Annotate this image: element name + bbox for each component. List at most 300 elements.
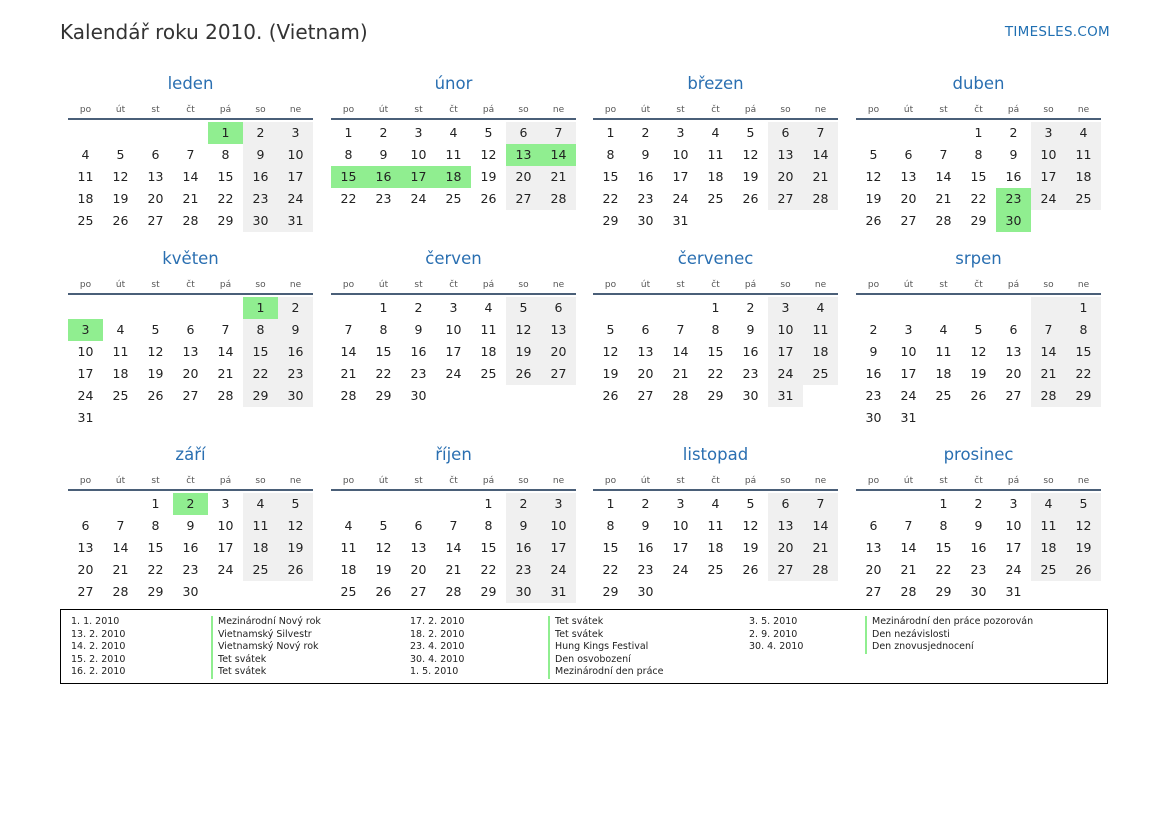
month-name: listopad	[682, 445, 749, 464]
day-cell: 12	[480, 147, 497, 162]
day-cell: 7	[803, 122, 838, 144]
weekday-label: čt	[186, 105, 195, 115]
day-cell: 20	[768, 537, 803, 559]
day-cell: 22	[217, 191, 234, 206]
day-cell: 2	[641, 125, 650, 140]
day-cell: 2	[506, 493, 541, 515]
month-4	[856, 73, 1101, 232]
day-cell: 8	[974, 147, 983, 162]
weekday-label: po	[79, 280, 92, 290]
weekday-label: čt	[449, 105, 458, 115]
day-cell: 18	[707, 169, 724, 184]
month-name: březen	[687, 74, 744, 93]
weekday-header	[856, 95, 1101, 120]
day-cell: 12	[1066, 515, 1101, 537]
day-cell: 5	[974, 322, 983, 337]
holiday-name: Mezinárodní Nový rok	[211, 616, 321, 629]
empty-cell	[926, 297, 961, 319]
day-cell: 4	[1066, 122, 1101, 144]
holiday-day: 30	[996, 210, 1031, 232]
month-8	[856, 248, 1101, 429]
day-cell: 23	[865, 388, 882, 403]
day-cell: 24	[672, 191, 689, 206]
weekday-label: st	[414, 476, 423, 486]
day-cell: 7	[676, 322, 685, 337]
day-cell: 31	[278, 210, 313, 232]
day-cell: 26	[278, 559, 313, 581]
weekday-label: út	[115, 280, 126, 290]
holiday-names-col-2	[548, 616, 663, 679]
weekday-label: čt	[711, 476, 720, 486]
weekday-label: st	[151, 280, 160, 290]
weekday-label: ne	[814, 105, 827, 115]
day-cell: 30	[970, 584, 987, 599]
empty-cell	[996, 297, 1031, 319]
day-cell: 19	[602, 366, 619, 381]
day-cell: 15	[375, 344, 392, 359]
day-cell: 4	[344, 518, 353, 533]
month-name: květen	[162, 249, 219, 268]
weekday-label: po	[342, 280, 355, 290]
day-cell: 6	[1009, 322, 1018, 337]
day-cell: 22	[375, 366, 392, 381]
month-1	[68, 73, 313, 232]
weekday-header	[68, 95, 313, 120]
day-cell: 25	[1066, 188, 1101, 210]
weekday-label: út	[640, 476, 651, 486]
day-cell: 18	[803, 341, 838, 363]
calendar-grid	[68, 73, 1102, 603]
empty-cell	[436, 493, 471, 515]
weekday-label: po	[604, 280, 617, 290]
weekday-label: ne	[1077, 105, 1090, 115]
weekday-header	[68, 466, 313, 491]
day-cell: 22	[1066, 363, 1101, 385]
day-cell: 20	[410, 562, 427, 577]
day-cell: 29	[147, 584, 164, 599]
day-cell: 3	[449, 300, 458, 315]
day-cell: 22	[243, 363, 278, 385]
empty-cell	[68, 297, 103, 319]
day-cell: 22	[480, 562, 497, 577]
day-cell: 22	[602, 562, 619, 577]
holiday-name: Vietnamský Silvestr	[211, 629, 321, 642]
weekday-label: ne	[552, 476, 565, 486]
day-cell: 27	[182, 388, 199, 403]
weekday-label: ne	[289, 280, 302, 290]
day-cell: 13	[410, 540, 427, 555]
weekday-label: út	[378, 105, 389, 115]
day-grid	[68, 295, 313, 429]
day-cell: 21	[803, 537, 838, 559]
day-cell: 8	[939, 518, 948, 533]
holiday-day: 23	[996, 188, 1031, 210]
day-cell: 11	[77, 169, 94, 184]
day-cell: 13	[541, 319, 576, 341]
weekday-label: út	[378, 280, 389, 290]
day-cell: 5	[746, 496, 755, 511]
day-cell: 12	[742, 518, 759, 533]
day-cell: 28	[672, 388, 689, 403]
holiday-name: Tet svátek	[211, 666, 321, 679]
weekday-label: so	[1043, 105, 1054, 115]
day-cell: 15	[935, 540, 952, 555]
day-cell: 14	[217, 344, 234, 359]
empty-cell	[1031, 297, 1066, 319]
month-name: leden	[167, 74, 214, 93]
weekday-label: pá	[482, 280, 495, 290]
holiday-day: 1	[243, 297, 278, 319]
day-cell: 2	[278, 297, 313, 319]
holiday-date: 18. 2. 2010	[410, 628, 465, 640]
weekday-label: ne	[552, 280, 565, 290]
day-grid	[68, 120, 313, 232]
day-cell: 27	[865, 584, 882, 599]
day-cell: 8	[243, 319, 278, 341]
weekday-label: st	[939, 476, 948, 486]
day-cell: 1	[484, 496, 493, 511]
day-cell: 5	[151, 322, 160, 337]
weekday-label: st	[151, 105, 160, 115]
month-name: říjen	[435, 445, 472, 464]
day-cell: 28	[803, 188, 838, 210]
day-cell: 5	[484, 125, 493, 140]
day-cell: 20	[637, 366, 654, 381]
day-cell: 11	[935, 344, 952, 359]
day-cell: 17	[77, 366, 94, 381]
day-cell: 13	[768, 515, 803, 537]
day-cell: 11	[803, 319, 838, 341]
empty-cell	[103, 122, 138, 144]
weekday-label: út	[378, 476, 389, 486]
weekday-label: so	[780, 105, 791, 115]
day-cell: 24	[445, 366, 462, 381]
day-cell: 12	[602, 344, 619, 359]
day-cell: 20	[768, 166, 803, 188]
empty-cell	[103, 493, 138, 515]
day-cell: 3	[676, 125, 685, 140]
month-name: červenec	[677, 249, 754, 268]
day-cell: 11	[1031, 515, 1066, 537]
day-cell: 26	[742, 562, 759, 577]
day-cell: 18	[935, 366, 952, 381]
day-cell: 3	[768, 297, 803, 319]
day-cell: 19	[112, 191, 129, 206]
day-cell: 6	[186, 322, 195, 337]
day-cell: 8	[1066, 319, 1101, 341]
day-cell: 18	[707, 540, 724, 555]
day-cell: 7	[186, 147, 195, 162]
holiday-date: 15. 2. 2010	[71, 653, 126, 665]
day-cell: 25	[112, 388, 129, 403]
day-cell: 17	[278, 166, 313, 188]
day-cell: 29	[970, 213, 987, 228]
day-cell: 11	[445, 147, 462, 162]
day-cell: 11	[112, 344, 129, 359]
weekday-label: út	[115, 105, 126, 115]
day-cell: 19	[480, 169, 497, 184]
day-cell: 6	[869, 518, 878, 533]
holiday-name: Tet svátek	[548, 616, 663, 629]
day-cell: 26	[1066, 559, 1101, 581]
holiday-name: Tet svátek	[211, 654, 321, 667]
day-cell: 24	[410, 191, 427, 206]
day-cell: 9	[243, 144, 278, 166]
day-cell: 22	[707, 366, 724, 381]
empty-cell	[856, 122, 891, 144]
day-cell: 26	[970, 388, 987, 403]
weekday-label: so	[1043, 476, 1054, 486]
weekday-label: čt	[974, 105, 983, 115]
weekday-header	[593, 466, 838, 491]
day-cell: 16	[970, 540, 987, 555]
day-cell: 8	[484, 518, 493, 533]
day-cell: 29	[602, 584, 619, 599]
day-cell: 27	[768, 559, 803, 581]
weekday-label: čt	[711, 280, 720, 290]
holiday-names-col-3	[865, 616, 1033, 654]
day-cell: 8	[711, 322, 720, 337]
day-cell: 12	[506, 319, 541, 341]
day-cell: 8	[379, 322, 388, 337]
day-cell: 5	[379, 518, 388, 533]
weekday-label: pá	[744, 280, 757, 290]
day-grid	[331, 491, 576, 603]
day-cell: 24	[768, 363, 803, 385]
day-cell: 28	[803, 559, 838, 581]
weekday-label: st	[676, 105, 685, 115]
day-cell: 26	[480, 191, 497, 206]
day-cell: 15	[970, 169, 987, 184]
day-cell: 29	[480, 584, 497, 599]
weekday-label: čt	[974, 280, 983, 290]
day-cell: 11	[707, 518, 724, 533]
month-name: duben	[952, 74, 1005, 93]
day-cell: 30	[637, 584, 654, 599]
day-cell: 13	[77, 540, 94, 555]
day-cell: 30	[410, 388, 427, 403]
day-cell: 23	[637, 562, 654, 577]
month-name: prosinec	[943, 445, 1014, 464]
holiday-date: 16. 2. 2010	[71, 666, 126, 677]
day-cell: 21	[900, 562, 917, 577]
weekday-label: čt	[449, 476, 458, 486]
weekday-label: ne	[289, 476, 302, 486]
month-3	[593, 73, 838, 232]
weekday-label: po	[867, 105, 880, 115]
day-cell: 8	[344, 147, 353, 162]
empty-cell	[173, 122, 208, 144]
day-grid	[856, 491, 1101, 603]
day-cell: 12	[375, 540, 392, 555]
day-cell: 30	[865, 410, 882, 425]
empty-cell	[331, 297, 366, 319]
weekday-header	[331, 270, 576, 295]
day-cell: 28	[935, 213, 952, 228]
weekday-label: st	[676, 280, 685, 290]
day-cell: 14	[803, 144, 838, 166]
weekday-header	[593, 95, 838, 120]
day-cell: 21	[445, 562, 462, 577]
weekday-label: pá	[219, 280, 232, 290]
day-grid	[856, 295, 1101, 429]
day-cell: 10	[672, 147, 689, 162]
day-cell: 22	[602, 191, 619, 206]
weekday-header	[856, 270, 1101, 295]
day-cell: 10	[445, 322, 462, 337]
day-cell: 27	[1005, 388, 1022, 403]
holiday-dates-col-2	[410, 616, 464, 679]
holiday-day: 17	[401, 166, 436, 188]
day-cell: 7	[344, 322, 353, 337]
day-cell: 18	[480, 344, 497, 359]
day-cell: 25	[480, 366, 497, 381]
weekday-label: po	[604, 105, 617, 115]
day-grid	[593, 120, 838, 232]
day-cell: 28	[217, 388, 234, 403]
day-cell: 28	[445, 584, 462, 599]
day-cell: 31	[900, 410, 917, 425]
empty-cell	[173, 297, 208, 319]
day-cell: 7	[803, 493, 838, 515]
weekday-label: st	[151, 476, 160, 486]
weekday-label: po	[79, 476, 92, 486]
day-cell: 10	[1005, 518, 1022, 533]
day-cell: 14	[672, 344, 689, 359]
weekday-label: čt	[449, 280, 458, 290]
month-5	[68, 248, 313, 429]
day-cell: 27	[77, 584, 94, 599]
day-cell: 6	[81, 518, 90, 533]
day-cell: 22	[935, 562, 952, 577]
day-cell: 18	[340, 562, 357, 577]
day-cell: 10	[900, 344, 917, 359]
day-cell: 31	[77, 410, 94, 425]
day-cell: 2	[746, 300, 755, 315]
day-cell: 15	[602, 540, 619, 555]
day-cell: 5	[116, 147, 125, 162]
day-cell: 3	[541, 493, 576, 515]
day-cell: 19	[742, 169, 759, 184]
day-cell: 29	[935, 584, 952, 599]
day-cell: 4	[939, 322, 948, 337]
day-cell: 28	[182, 213, 199, 228]
weekday-label: ne	[814, 280, 827, 290]
day-cell: 12	[278, 515, 313, 537]
day-cell: 9	[506, 515, 541, 537]
day-cell: 2	[641, 496, 650, 511]
weekday-label: pá	[1007, 476, 1020, 486]
weekday-label: st	[414, 280, 423, 290]
day-cell: 21	[217, 366, 234, 381]
day-cell: 21	[112, 562, 129, 577]
weekday-label: čt	[711, 105, 720, 115]
day-cell: 14	[112, 540, 129, 555]
day-cell: 23	[182, 562, 199, 577]
day-cell: 14	[445, 540, 462, 555]
day-cell: 2	[414, 300, 423, 315]
day-cell: 29	[217, 213, 234, 228]
day-cell: 11	[707, 147, 724, 162]
day-cell: 9	[186, 518, 195, 533]
weekday-label: pá	[744, 476, 757, 486]
day-cell: 27	[410, 584, 427, 599]
weekday-label: pá	[482, 105, 495, 115]
empty-cell	[926, 122, 961, 144]
day-cell: 20	[900, 191, 917, 206]
day-cell: 27	[506, 188, 541, 210]
day-cell: 25	[803, 363, 838, 385]
day-cell: 10	[278, 144, 313, 166]
day-cell: 23	[970, 562, 987, 577]
day-cell: 1	[974, 125, 983, 140]
day-cell: 3	[904, 322, 913, 337]
day-cell: 11	[340, 540, 357, 555]
day-cell: 20	[1005, 366, 1022, 381]
weekday-label: st	[939, 280, 948, 290]
day-cell: 28	[112, 584, 129, 599]
day-cell: 4	[449, 125, 458, 140]
day-cell: 29	[243, 385, 278, 407]
weekday-label: st	[414, 105, 423, 115]
weekday-label: út	[903, 105, 914, 115]
day-cell: 4	[116, 322, 125, 337]
empty-cell	[331, 493, 366, 515]
day-cell: 17	[768, 341, 803, 363]
day-cell: 7	[116, 518, 125, 533]
day-cell: 28	[900, 584, 917, 599]
day-cell: 26	[147, 388, 164, 403]
day-cell: 31	[768, 385, 803, 407]
weekday-header	[68, 270, 313, 295]
day-cell: 31	[672, 213, 689, 228]
holiday-name: Hung Kings Festival	[548, 641, 663, 654]
day-cell: 24	[1005, 562, 1022, 577]
brand-link[interactable]: TIMESLES.COM	[1004, 24, 1110, 40]
day-cell: 11	[480, 322, 497, 337]
day-cell: 27	[637, 388, 654, 403]
day-cell: 18	[1066, 166, 1101, 188]
day-cell: 26	[375, 584, 392, 599]
day-cell: 23	[278, 363, 313, 385]
day-cell: 1	[1066, 297, 1101, 319]
holiday-date: 17. 2. 2010	[410, 616, 465, 627]
day-cell: 4	[711, 125, 720, 140]
holiday-name: Tet svátek	[548, 629, 663, 642]
day-cell: 19	[278, 537, 313, 559]
day-cell: 28	[340, 388, 357, 403]
day-cell: 16	[637, 169, 654, 184]
holiday-date: 3. 5. 2010	[749, 616, 798, 627]
day-cell: 26	[602, 388, 619, 403]
day-cell: 10	[672, 518, 689, 533]
weekday-label: čt	[974, 476, 983, 486]
day-grid	[593, 295, 838, 407]
day-cell: 27	[541, 363, 576, 385]
empty-cell	[663, 297, 698, 319]
day-cell: 2	[379, 125, 388, 140]
day-cell: 21	[541, 166, 576, 188]
day-cell: 9	[641, 147, 650, 162]
day-cell: 25	[935, 388, 952, 403]
day-cell: 14	[182, 169, 199, 184]
day-cell: 28	[541, 188, 576, 210]
weekday-label: ne	[1077, 280, 1090, 290]
weekday-label: po	[867, 280, 880, 290]
day-cell: 11	[243, 515, 278, 537]
day-cell: 13	[900, 169, 917, 184]
month-name: červen	[425, 249, 482, 268]
